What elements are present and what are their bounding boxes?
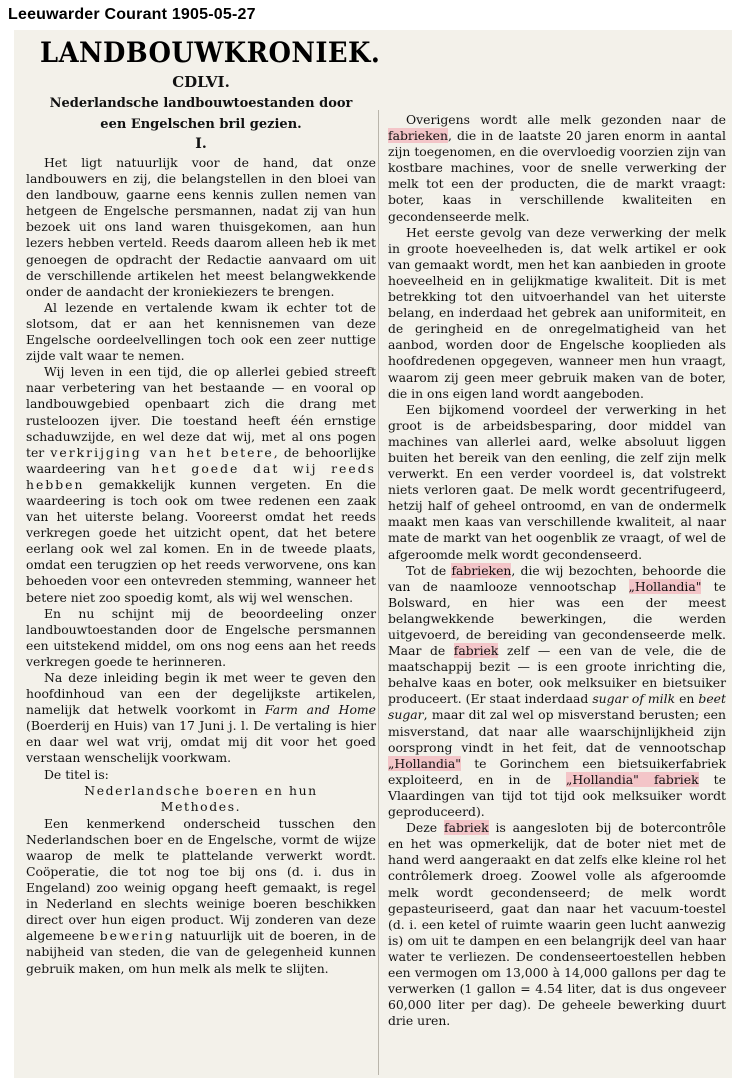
quoted-title-line-1: Nederlandsche boeren en hun [84, 782, 318, 798]
paragraph: Een kenmerkend onderscheid tusschen den Nederlandschen boer en de Engelsche, vormt de wijze waarop de melk te plattelande verwerkt wordt. Coöperatie, die tot nog toe bij ons (d. i. dus in Engeland) zoo weinig opgang heeft gemaakt, is regel in Nederland en slechts weinige boeren beschikken direct over hun eigen product. Wij zonderen van deze algemeene bewering natuurlijk uit de boeren, in de nabijheid van steden, die van de gelegenheid kunnen gebruik maken, om hun melk als melk te slijten. [26, 815, 376, 976]
column-right [388, 112, 726, 1029]
paragraph: En nu schijnt mij de beoordeeling onzer landbouwtoestanden door de Engelsche persmannen een uitstekend middel, om ons nog eens aan het reeds verkregen goede te herinneren. [26, 605, 376, 669]
search-hit-highlight: fabriek [453, 643, 499, 659]
section-number: CDLVI. [172, 73, 230, 91]
section-masthead: LANDBOUWKRONIEK. [40, 36, 381, 69]
search-hit-highlight: „Hollandia" [388, 755, 461, 771]
article-subtitle-line-2: een Engelschen bril gezien. [100, 117, 302, 132]
column-divider [378, 110, 379, 1075]
paragraph: Het eerste gevolg van deze verwerking der melk in groote hoeveelheden is, dat welk artikel er ook van gemaakt wordt, men het kan aanbieden in groote hoeveelheid en in gelijkmatige kwaliteit. Dit is met betrekking tot den uitvoerhandel van het uiterste belang, en inderdaad het gebrek aan uniformiteit, en de geringheid en de onregelmatigheid van het aanbod, worden door de Engelsche kooplieden als hoofdredenen opgegeven, wanneer men hun vraagt, waarom zij geen meer gebruik maken van de boter, die in ons eigen land wordt aangeboden. [388, 224, 726, 401]
search-hit-highlight: fabrieken [451, 562, 512, 578]
paragraph: Wij leven in een tijd, die op allerlei gebied streeft naar verbetering van het bestaande — en vooral op landbouwgebied openbaart zich die drang met rusteloozen ijver. Die toestand heeft één ernstige schaduwzijde, en wel deze dat wij, met al ons pogen ter verkrijging van het betere, de behoorlijke waardeering van het goede dat wij reeds hebben gemakkelijk kunnen vergeten. En die waardeering is toch ook om twee redenen een zaak van het uiterste belang. Vooreerst omdat het reeds verkregen goede het uitzicht opent, dat het betere eerlang ook wel zal komen. En in de tweede plaats, omdat een terugzien op het reeds verworvene, ons kan behoeden voor een ontevreden stemming, wanneer het betere niet zoo spoedig komt, als wij wel wenschen. [26, 364, 376, 605]
search-hit-highlight: fabrieken [388, 128, 448, 144]
paragraph: Overigens wordt alle melk gezonden naar de fabrieken, die in de laatste 20 jaren enorm in aantal zijn toegenomen, en die overvloedig voorzien zijn van kostbare machines, voor de snelle verwerking der melk tot een der producten, die de markt vraagt: boter, kaas in verschillende kwaliteiten en gecondenseerde melk. [388, 112, 726, 224]
article-subtitle-line-1: Nederlandsche landbouwtoestanden door [49, 96, 353, 111]
search-hit-highlight: fabriek [443, 820, 489, 836]
paragraph: Deze fabriek is aangesloten bij de botercontrôle en het was opmerkelijk, dat de boter niet met de hand werd aangeraakt en dat zelfs elke kleine rol het contrôlemerk droeg. Zoowel volle als afgeroomde melk wordt gecondenseerd; de melk wordt gepasteuriseerd, gaat dan naar het vacuum-toestel (d. i. een ketel of ruimte waarin geen lucht aanwezig is) om uit te dampen en een belangrijk deel van haar water te verliezen. De condenseertoestellen hebben een vermogen om 13,000 à 14,000 gallons per dag te verwerken (1 gallon = 4.54 liter, dat is dus ongeveer 60,000 liter per dag). De geheele bewerking duurt drie uren. [388, 820, 726, 1029]
paragraph: Een bijkomend voordeel der verwerking in het groot is de arbeidsbesparing, door middel van machines van allerlei aard, welke absoluut liggen buiten het bereik van den eenling, die zelf zijn melk verwerkt. En een verder voordeel is, dat volstrekt niets verloren gaat. De melk wordt gecentrifugeerd, hetzij half of geheel ontroomd, en van de ondermelk maakt men kaas van verschillende kwaliteit, al naar mate de markt van het oogenblik ze vraagt, of wel de afgeroomde melk wordt gecondenseerd. [388, 401, 726, 562]
newspaper-clipping [14, 30, 732, 1078]
paragraph: De titel is: [44, 766, 109, 782]
paragraph: Tot de fabrieken, die wij bezochten, behoorde die van de naamlooze vennootschap „Hollandia" te Bolsward, en hier was een der meest belangwekkende bewerkingen, die werden uitgevoerd, de bereiding van gecondenseerde melk. Maar de fabriek zelf — een van de vele, die de maatschappij bezit — is een groote inrichting die, behalve kaas en boter, ook melksuiker en bietsuiker produceert. (Er staat inderdaad sugar of milk en beet sugar, maar dit zal wel op misverstand berusten; een misverstand, dat naar alle waarschijnlijkheid zijn oorsprong vindt in het feit, dat de vennootschap „Hollandia" te Gorinchem een bietsuikerfabriek exploiteerd, en in de „Hollandia" fabriek te Vlaardingen van tijd tot tijd ook melksuiker wordt geproduceerd). [388, 562, 726, 820]
search-hit-highlight: „Hollandia" fabriek [565, 771, 699, 787]
newspaper-source-date: Leeuwarder Courant 1905-05-27 [8, 6, 256, 23]
quoted-title-line-2: Methodes. [160, 799, 242, 815]
search-hit-highlight: „Hollandia" [628, 578, 702, 594]
article-part-number: I. [195, 136, 207, 152]
column-left [26, 30, 381, 977]
paragraph: Na deze inleiding begin ik met weer te geven den hoofdinhoud van een der degelijkste artikelen, namelijk dat hetwelk voorkomt in Farm and Home (Boerderij en Huis) van 17 Juni j. l. De vertaling is hier en daar wel wat vrij, omdat mij dit voor het goed verstaan wenschelijk voorkwam. [26, 670, 376, 766]
paragraph: Het ligt natuurlijk voor de hand, dat onze landbouwers en zij, die belangstellen in den bloei van den landbouw, gaarne eens kennis zullen nemen van hetgeen de Engelsche persmannen, nadat zij van hun bezoek uit ons land waren thuisgekomen, aan hun lezers hebben verteld. Reeds daarom alleen heb ik met genoegen de opdracht der Redactie aanvaard om uit de verschillende artikelen het meest belangwekkende onder de aandacht der kroniekiezers te brengen. [26, 155, 376, 299]
paragraph: Al lezende en vertalende kwam ik echter tot de slotsom, dat er aan het kennisnemen van deze Engelsche oordeelvellingen toch ook een zeer nuttige zijde valt waar te nemen. [26, 299, 376, 364]
